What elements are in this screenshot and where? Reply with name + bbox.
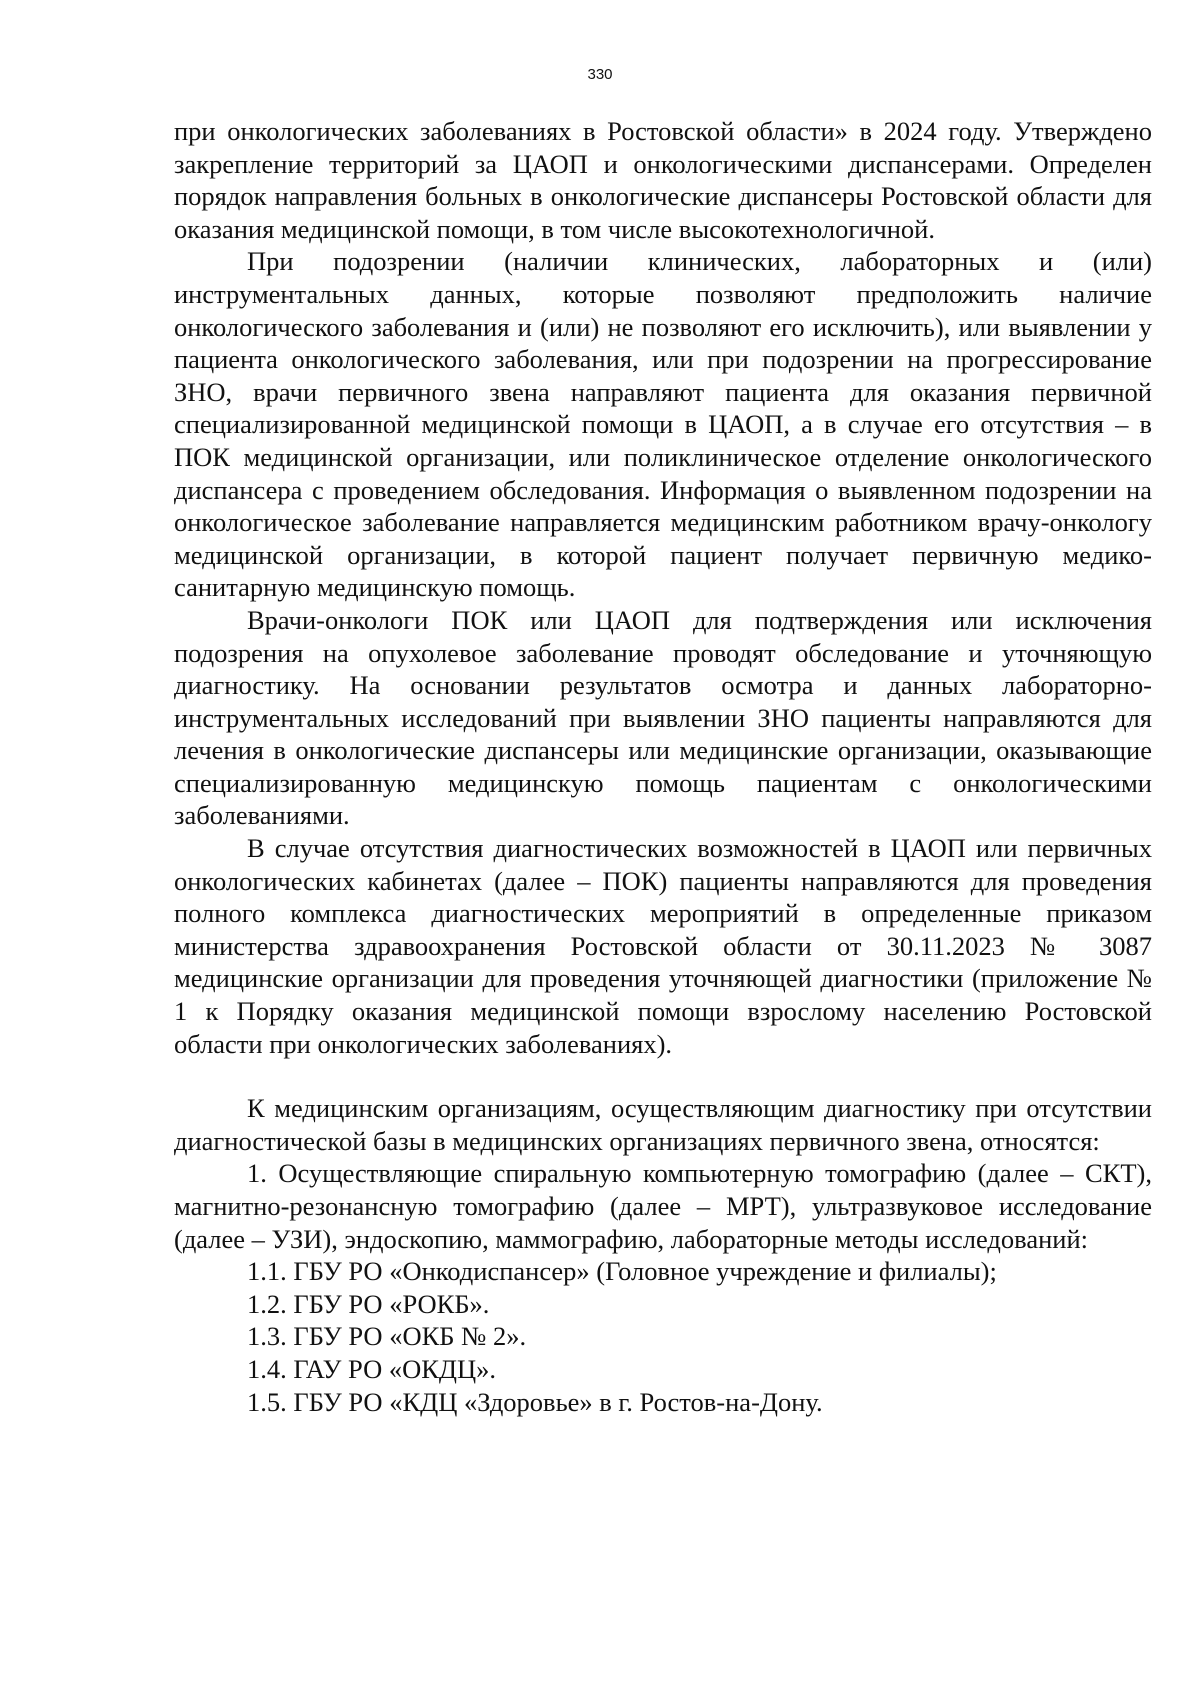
list-item: 1.1. ГБУ РО «Онкодиспансер» (Головное учреждение и филиалы); xyxy=(247,1256,997,1287)
paragraph-suspicion-referral: При подозрении (наличии клинических, лабораторных и (или) инструментальных данных, которые позволяют предположить наличие онкологического заболевания и (или) не позволяют его исключить), или выявлении у пациента онкологического заболевания, или при подозрении на прогрессирование ЗНО, врачи первичного звена направляют пациента для оказания первичной специализированной медицинской помощи в ЦАОП, а в случае его отсутствия – в ПОК медицинской организации, или поликлиническое отделение онкологического диспансера с проведением обследования. Информация о выявленном подозрении на онкологическое заболевание направляется медицинским работником врачу-онкологу медицинской организации, в которой пациент получает первичную медико-санитарную медицинскую помощь. xyxy=(174,246,1152,603)
paragraph-no-diagnostic-capability: В случае отсутствия диагностических возможностей в ЦАОП или первичных онкологических кабинетах (далее – ПОК) пациенты направляются для проведения полного комплекса диагностических мероприятий в определенные приказом министерства здравоохранения Ростовской области от 30.11.2023 № 3087 медицинские организации для проведения уточняющей диагностики (приложение № 1 к Порядку оказания медицинской помощи взрослому населению Ростовской области при онкологических заболеваниях). xyxy=(174,833,1152,1059)
list-item: 1.5. ГБУ РО «КДЦ «Здоровье» в г. Ростов-на-Дону. xyxy=(247,1386,823,1417)
list-item: 1.4. ГАУ РО «ОКДЦ». xyxy=(247,1353,496,1384)
document-body xyxy=(174,115,1152,1418)
paragraph-oncologists-diagnostics: Врачи-онкологи ПОК или ЦАОП для подтверждения или исключения подозрения на опухолевое заболевание проводят обследование и уточняющую диагностику. На основании результатов осмотра и данных лабораторно-инструментальных исследований при выявлении ЗНО пациенты направляются для лечения в онкологические диспансеры или медицинские организации, оказывающие специализированную медицинскую помощь пациентам с онкологическими заболеваниями. xyxy=(174,604,1152,831)
list-item: 1.2. ГБУ РО «РОКБ». xyxy=(247,1288,490,1319)
page-number: 330 xyxy=(587,66,613,83)
paragraph-gap xyxy=(174,1060,1152,1092)
paragraph-methods: 1. Осуществляющие спиральную компьютерную томографию (далее – СКТ), магнитно-резонансную томографию (далее – МРТ), ультразвуковое исследование (далее – УЗИ), эндоскопию, маммографию, лабораторные методы исследований: xyxy=(174,1158,1152,1254)
paragraph-continuation: при онкологических заболеваниях в Ростовской области» в 2024 году. Утверждено закрепление территорий за ЦАОП и онкологическими диспансерами. Определен порядок направления больных в онкологические диспансеры Ростовской области для оказания медицинской помощи, в том числе высокотехнологичной. xyxy=(174,116,1152,244)
paragraph-organizations-intro: К медицинским организациям, осуществляющим диагностику при отсутствии диагностической базы в медицинских организациях первичного звена, относятся: xyxy=(174,1093,1152,1156)
list-item: 1.3. ГБУ РО «ОКБ № 2». xyxy=(247,1321,527,1352)
